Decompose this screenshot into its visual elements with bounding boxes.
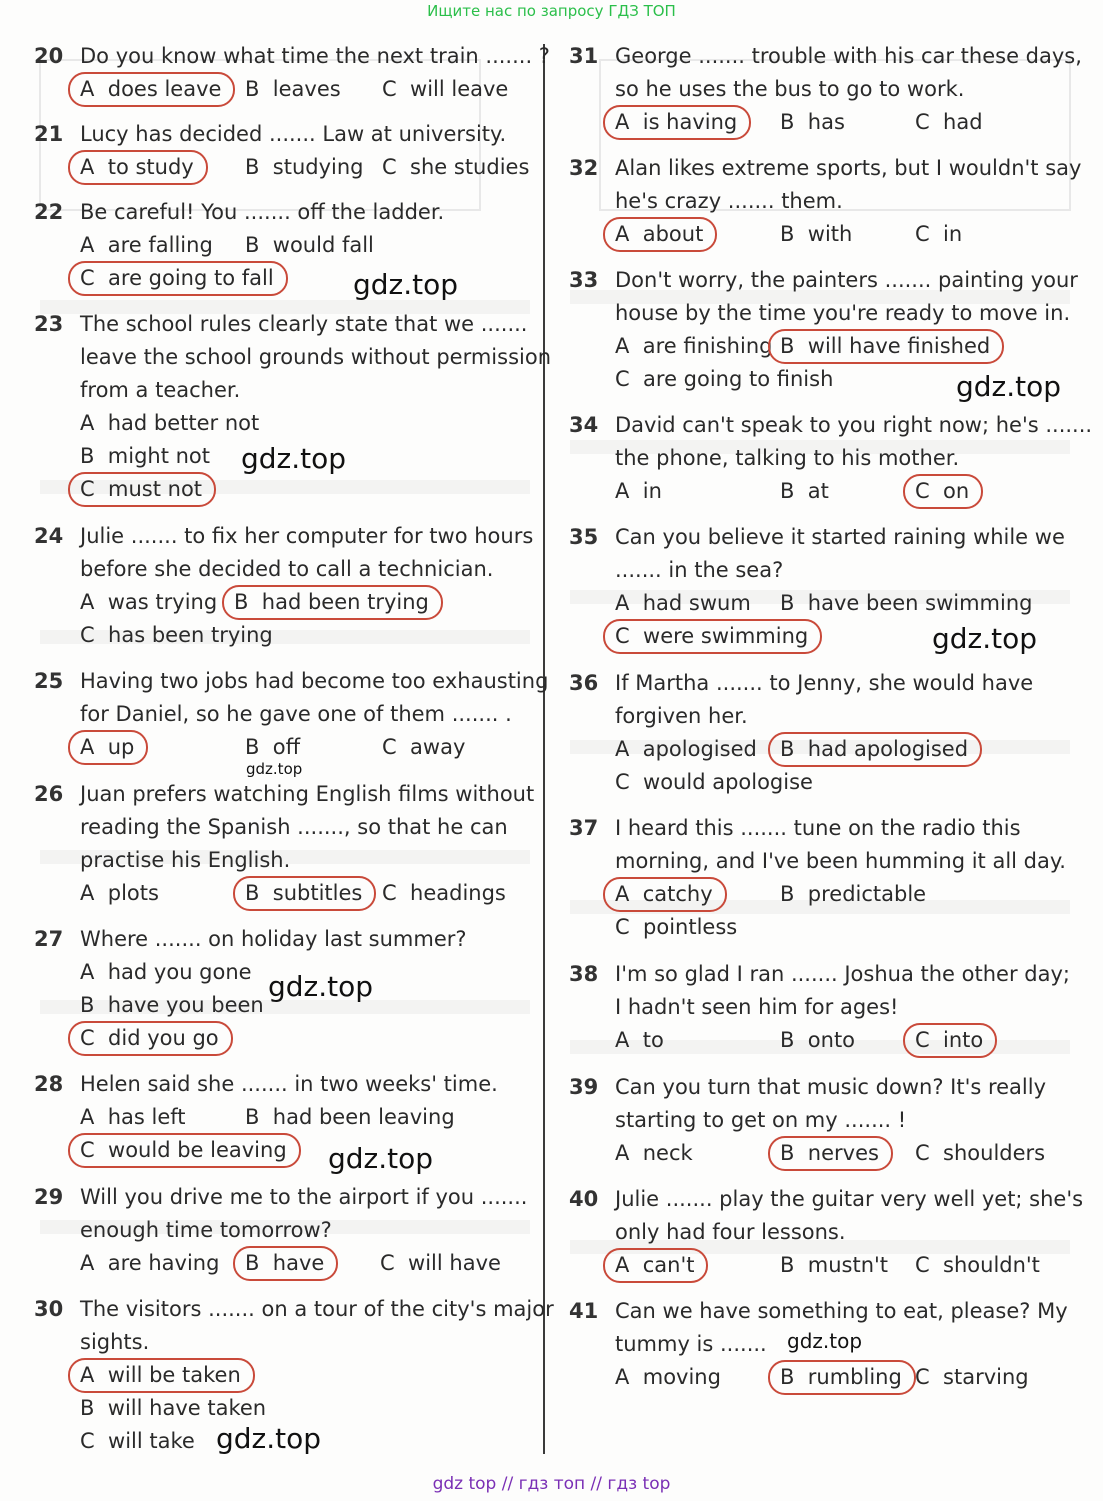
option-label: pointless [643, 915, 738, 939]
question-number: 41 [569, 1299, 599, 1323]
option-letter: A [80, 155, 95, 179]
question-text: ....... in the sea? [615, 558, 784, 582]
answer-circle [68, 261, 288, 296]
option-label: starving [943, 1365, 1029, 1389]
answer-circle [603, 217, 717, 252]
question-text: before she decided to call a technician. [80, 557, 494, 581]
option-a[interactable] [615, 475, 662, 508]
option-label: would fall [272, 233, 374, 257]
option-b[interactable] [780, 106, 845, 139]
question-text: The visitors ....... on a tour of the city's major [80, 1297, 554, 1321]
option-label: shoulders [943, 1141, 1046, 1165]
answer-circle [603, 105, 751, 140]
question-text: I'm so glad I ran ....... Joshua the other day; [615, 962, 1070, 986]
answer-circle [68, 1021, 233, 1056]
option-c[interactable] [915, 1361, 1029, 1394]
question-number: 29 [34, 1185, 64, 1209]
column-divider [543, 44, 545, 1454]
question-number: 28 [34, 1072, 64, 1096]
question-text: morning, and I've been humming it all day. [615, 849, 1066, 873]
option-b[interactable] [245, 73, 341, 106]
option-c[interactable] [382, 877, 506, 910]
answer-circle [768, 329, 1004, 364]
option-letter: A [615, 1141, 630, 1165]
question-text: sights. [80, 1330, 150, 1354]
question-number: 32 [569, 156, 599, 180]
option-a[interactable] [80, 877, 159, 910]
option-label: away [410, 735, 466, 759]
watermark-small: gdz.top [246, 760, 303, 778]
question-text: Juan prefers watching English films without [80, 782, 535, 806]
option-label: were swimming [643, 624, 809, 648]
option-label: was trying [107, 590, 218, 614]
option-label: will have [408, 1251, 501, 1275]
answer-circle [768, 1360, 916, 1395]
question-text: Having two jobs had become too exhausting [80, 669, 549, 693]
option-b[interactable] [780, 1024, 855, 1057]
option-label: into [943, 1028, 984, 1052]
option-letter: B [234, 590, 249, 614]
option-label: would be leaving [108, 1138, 287, 1162]
question-text: Be careful! You ....... off the ladder. [80, 200, 445, 224]
option-b[interactable] [780, 587, 1032, 620]
option-letter: A [80, 590, 95, 614]
option-label: to study [107, 155, 194, 179]
question-text: Can you turn that music down? It's really [615, 1075, 1047, 1099]
question-text: Will you drive me to the airport if you ....... [80, 1185, 528, 1209]
option-label: onto [807, 1028, 856, 1052]
option-letter: C [615, 770, 630, 794]
watermark: gdz.top [241, 442, 347, 475]
option-label: with [807, 222, 853, 246]
option-letter: B [780, 110, 795, 134]
option-a[interactable] [80, 407, 259, 440]
option-letter: C [382, 881, 397, 905]
answer-circle [68, 472, 216, 507]
option-letter: B [780, 222, 795, 246]
answer-circle [603, 619, 822, 654]
option-letter: B [245, 735, 260, 759]
option-letter: A [80, 735, 95, 759]
question-text: only had four lessons. [615, 1220, 846, 1244]
option-letter: A [615, 1028, 630, 1052]
question-text: The school rules clearly state that we ....... [80, 312, 528, 336]
option-label: will take [108, 1429, 195, 1453]
option-a[interactable] [615, 587, 751, 620]
question-number: 36 [569, 671, 599, 695]
option-letter: C [915, 479, 930, 503]
answer-circle [68, 72, 235, 107]
question-text: David can't speak to you right now; he's ....... [615, 413, 1093, 437]
question-number: 20 [34, 44, 64, 68]
option-letter: B [245, 77, 260, 101]
option-label: are going to fall [108, 266, 274, 290]
question-number: 24 [34, 524, 64, 548]
question-text: enough time tomorrow? [80, 1218, 332, 1242]
option-label: can't [642, 1253, 695, 1277]
option-letter: B [245, 1251, 260, 1275]
option-letter: C [80, 623, 95, 647]
option-letter: B [80, 1396, 95, 1420]
option-letter: A [615, 110, 630, 134]
option-label: in [642, 479, 662, 503]
option-label: did you go [108, 1026, 219, 1050]
option-label: are falling [107, 233, 213, 257]
option-letter: A [615, 334, 630, 358]
option-c[interactable] [80, 1425, 195, 1458]
answer-circle [903, 474, 983, 509]
option-label: catchy [642, 882, 713, 906]
option-label: up [107, 735, 135, 759]
watermark: gdz.top [268, 970, 374, 1003]
option-c[interactable] [915, 1137, 1045, 1170]
answer-circle [603, 877, 727, 912]
option-letter: B [245, 233, 260, 257]
option-c[interactable] [615, 766, 813, 799]
option-letter: A [615, 1365, 630, 1389]
option-label: will be taken [107, 1363, 241, 1387]
option-label: will have finished [807, 334, 991, 358]
question-number: 21 [34, 122, 64, 146]
option-a[interactable] [80, 1247, 219, 1280]
option-label: is having [642, 110, 738, 134]
option-label: will leave [410, 77, 509, 101]
question-text: so he uses the bus to go to work. [615, 77, 965, 101]
option-label: apologised [642, 737, 757, 761]
option-letter: C [80, 1138, 95, 1162]
option-label: shouldn't [943, 1253, 1040, 1277]
question-text: reading the Spanish ......., so that he can [80, 815, 508, 839]
watermark: gdz.top [932, 622, 1038, 655]
watermark-small: gdz.top [787, 1329, 863, 1353]
option-label: headings [410, 881, 506, 905]
question-text: practise his English. [80, 848, 291, 872]
question-text: Can you believe it started raining while we [615, 525, 1065, 549]
option-letter: A [615, 591, 630, 615]
option-letter: B [780, 1253, 795, 1277]
option-letter: A [615, 882, 630, 906]
question-text: Where ....... on holiday last summer? [80, 927, 467, 951]
option-c[interactable] [80, 619, 273, 652]
option-c[interactable] [382, 73, 508, 106]
option-label: might not [107, 444, 211, 468]
option-b[interactable] [780, 1249, 888, 1282]
option-a[interactable] [615, 1361, 721, 1394]
question-number: 25 [34, 669, 64, 693]
question-number: 27 [34, 927, 64, 951]
option-a[interactable] [80, 229, 213, 262]
option-a[interactable] [615, 733, 757, 766]
option-label: neck [642, 1141, 693, 1165]
option-c[interactable] [915, 106, 983, 139]
option-letter: B [780, 591, 795, 615]
option-b[interactable] [80, 989, 264, 1022]
watermark: gdz.top [353, 268, 459, 301]
option-letter: A [615, 1253, 630, 1277]
option-label: will have taken [107, 1396, 267, 1420]
option-c[interactable] [915, 1249, 1040, 1282]
option-label: had been trying [261, 590, 429, 614]
option-letter: B [245, 881, 260, 905]
option-letter: A [80, 411, 95, 435]
option-label: are having [107, 1251, 220, 1275]
answer-circle [68, 1133, 301, 1168]
option-letter: B [245, 155, 260, 179]
option-label: does leave [107, 77, 222, 101]
question-text: Don't worry, the painters ....... painting your [615, 268, 1078, 292]
question-number: 40 [569, 1187, 599, 1211]
question-text: starting to get on my ....... ! [615, 1108, 907, 1132]
answer-circle [233, 876, 376, 911]
question-number: 31 [569, 44, 599, 68]
option-letter: A [80, 1251, 95, 1275]
option-letter: C [915, 110, 930, 134]
option-letter: C [382, 77, 397, 101]
question-text: Helen said she ....... in two weeks' time. [80, 1072, 498, 1096]
question-text: Can we have something to eat, please? My [615, 1299, 1068, 1323]
option-letter: B [80, 993, 95, 1017]
option-letter: C [915, 222, 930, 246]
question-number: 26 [34, 782, 64, 806]
question-text: for Daniel, so he gave one of them ....... . [80, 702, 512, 726]
option-label: on [943, 479, 970, 503]
option-label: studying [272, 155, 364, 179]
option-label: off [272, 735, 301, 759]
option-letter: B [780, 737, 795, 761]
option-label: must not [108, 477, 203, 501]
option-label: about [642, 222, 704, 246]
question-number: 34 [569, 413, 599, 437]
option-label: have you been [107, 993, 264, 1017]
question-number: 35 [569, 525, 599, 549]
question-text: the phone, talking to his mother. [615, 446, 960, 470]
question-text: he's crazy ....... them. [615, 189, 843, 213]
option-letter: C [615, 915, 630, 939]
option-letter: B [780, 882, 795, 906]
question-number: 37 [569, 816, 599, 840]
question-text: Alan likes extreme sports, but I wouldn't say [615, 156, 1082, 180]
option-letter: C [915, 1365, 930, 1389]
option-c[interactable] [915, 218, 962, 251]
option-letter: B [780, 334, 795, 358]
question-number: 39 [569, 1075, 599, 1099]
option-label: have [272, 1251, 325, 1275]
header-search-hint[interactable]: Ищите нас по запросу ГДЗ ТОП [427, 2, 676, 20]
option-b[interactable] [780, 878, 926, 911]
answer-circle [68, 150, 208, 185]
option-a[interactable] [80, 956, 252, 989]
question-text: leave the school grounds without permission [80, 345, 552, 369]
option-label: at [807, 479, 829, 503]
answer-circle [68, 1358, 255, 1393]
answer-circle [222, 585, 443, 620]
option-b[interactable] [780, 475, 829, 508]
option-label: has been trying [108, 623, 273, 647]
option-label: had you gone [107, 960, 252, 984]
answer-circle [768, 1136, 893, 1171]
option-letter: C [382, 155, 397, 179]
answer-circle [603, 1248, 708, 1283]
option-label: to [642, 1028, 664, 1052]
option-letter: B [780, 1365, 795, 1389]
question-text: If Martha ....... to Jenny, she would have [615, 671, 1034, 695]
option-label: had apologised [807, 737, 969, 761]
option-letter: A [80, 881, 95, 905]
option-c[interactable] [382, 731, 465, 764]
option-b[interactable] [245, 1101, 455, 1134]
question-text: I hadn't seen him for ages! [615, 995, 899, 1019]
option-c[interactable] [615, 911, 737, 944]
question-number: 33 [569, 268, 599, 292]
option-c[interactable] [382, 151, 529, 184]
option-label: had better not [107, 411, 260, 435]
option-b[interactable] [80, 1392, 266, 1425]
option-label: mustn't [807, 1253, 889, 1277]
answer-circle [233, 1246, 338, 1281]
option-letter: C [80, 477, 95, 501]
option-letter: A [615, 222, 630, 246]
footer-links[interactable]: gdz top // гдз топ // гдз top [432, 1474, 671, 1494]
option-a[interactable] [80, 1101, 186, 1134]
option-b[interactable] [245, 229, 374, 262]
option-label: moving [642, 1365, 721, 1389]
option-letter: B [780, 1141, 795, 1165]
option-letter: A [80, 960, 95, 984]
option-letter: A [80, 1105, 95, 1129]
question-text: Julie ....... to fix her computer for two hours [80, 524, 534, 548]
question-number: 23 [34, 312, 64, 336]
option-c[interactable] [615, 363, 833, 396]
watermark: gdz.top [956, 370, 1062, 403]
option-letter: C [80, 1429, 95, 1453]
question-number: 22 [34, 200, 64, 224]
question-text: Lucy has decided ....... Law at university. [80, 122, 507, 146]
question-text: Julie ....... play the guitar very well yet; she's [615, 1187, 1084, 1211]
answer-circle [68, 730, 148, 765]
question-text: house by the time you're ready to move in. [615, 301, 1071, 325]
option-label: in [943, 222, 963, 246]
option-label: nerves [807, 1141, 879, 1165]
option-b[interactable] [245, 151, 364, 184]
option-b[interactable] [80, 440, 210, 473]
option-letter: C [915, 1141, 930, 1165]
question-text: tummy is ....... [615, 1332, 767, 1356]
option-a[interactable] [615, 330, 772, 363]
option-label: had [943, 110, 983, 134]
answer-circle [768, 732, 982, 767]
question-text: George ....... trouble with his car these days, [615, 44, 1082, 68]
question-text: I heard this ....... tune on the radio this [615, 816, 1021, 840]
option-letter: C [915, 1028, 930, 1052]
option-label: are finishing [642, 334, 773, 358]
option-letter: A [80, 233, 95, 257]
option-label: had swum [642, 591, 751, 615]
option-letter: A [615, 479, 630, 503]
option-letter: C [382, 735, 397, 759]
option-c[interactable] [380, 1247, 501, 1280]
question-number: 30 [34, 1297, 64, 1321]
option-letter: C [80, 1026, 95, 1050]
option-a[interactable] [615, 1024, 664, 1057]
option-letter: C [915, 1253, 930, 1277]
option-letter: C [615, 624, 630, 648]
question-text: from a teacher. [80, 378, 241, 402]
option-a[interactable] [615, 1137, 693, 1170]
option-letter: B [80, 444, 95, 468]
option-label: has left [107, 1105, 186, 1129]
option-label: subtitles [272, 881, 363, 905]
option-label: plots [107, 881, 159, 905]
option-letter: C [80, 266, 95, 290]
question-text: Do you know what time the next train ....... ? [80, 44, 550, 68]
option-letter: A [615, 737, 630, 761]
option-label: would apologise [643, 770, 813, 794]
option-label: have been swimming [807, 591, 1033, 615]
option-label: has [807, 110, 845, 134]
option-b[interactable] [780, 218, 852, 251]
watermark: gdz.top [328, 1142, 434, 1175]
option-label: leaves [272, 77, 341, 101]
option-letter: B [780, 1028, 795, 1052]
option-letter: A [80, 1363, 95, 1387]
option-label: had been leaving [272, 1105, 455, 1129]
option-letter: C [380, 1251, 395, 1275]
option-a[interactable] [80, 586, 217, 619]
question-number: 38 [569, 962, 599, 986]
option-letter: A [80, 77, 95, 101]
question-text: forgiven her. [615, 704, 748, 728]
answer-circle [903, 1023, 997, 1058]
watermark: gdz.top [216, 1422, 322, 1455]
option-label: are going to finish [643, 367, 834, 391]
option-letter: B [245, 1105, 260, 1129]
option-label: predictable [807, 882, 927, 906]
option-letter: B [780, 479, 795, 503]
option-label: she studies [410, 155, 530, 179]
option-letter: C [615, 367, 630, 391]
option-label: rumbling [807, 1365, 902, 1389]
